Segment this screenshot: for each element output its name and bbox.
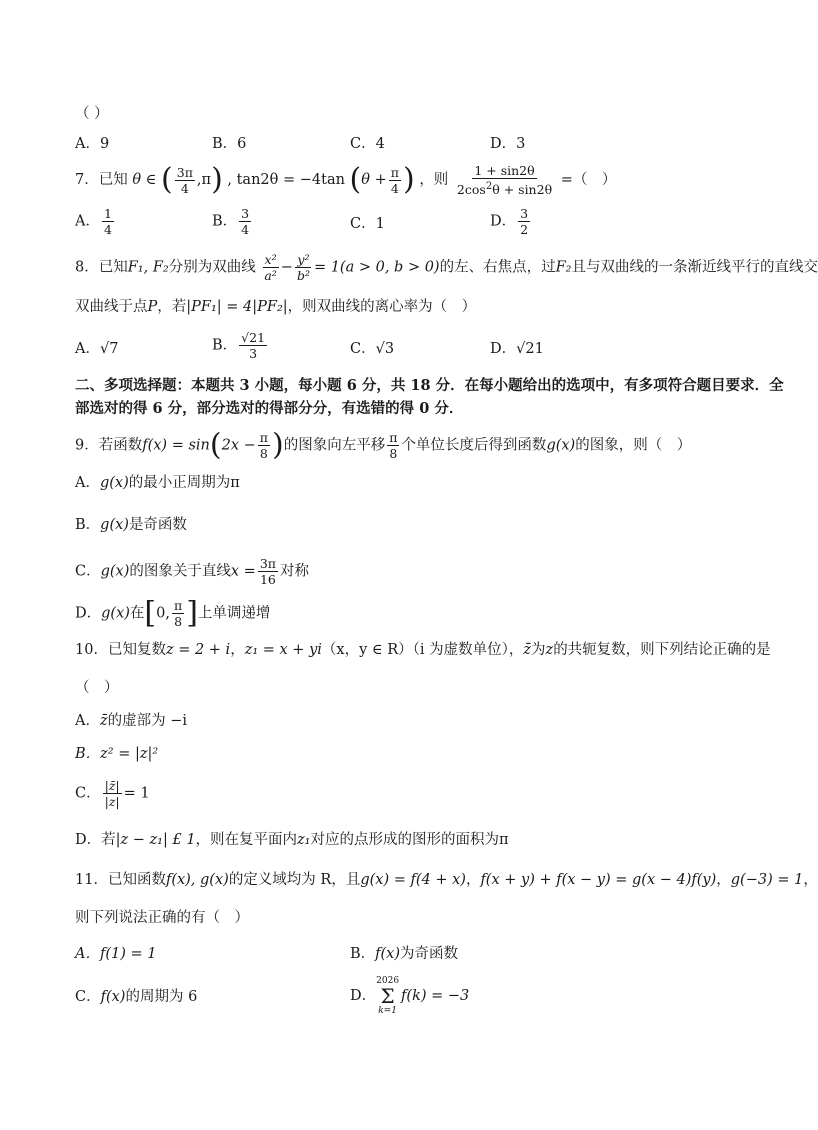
- q8-frac-x2-a2: $\frac{\text{x²}}{\text{a²}}$: [264, 252, 277, 283]
- q11-option-a: A．f(1) = 1: [75, 946, 157, 962]
- q7-paren-close: ): [211, 162, 223, 198]
- q7-option-a: A． $\frac{1}{4}$: [75, 206, 112, 237]
- q8-option-d: D．√21: [490, 341, 544, 357]
- q6-option-d: D．3: [490, 136, 526, 152]
- q7-then: ，则: [419, 172, 449, 189]
- q8-stem-line2: 双曲线于点P，若|PF₁| = 4|PF₂|，则双曲线的离心率为（ ）: [75, 299, 477, 315]
- q11-stem: 11．已知函数f(x), g(x)的定义域均为 R，且g(x) = f(4 + x)，f(x + y) + f(x − y) = g(x − 4)f(y)，g(−3) = 1，: [75, 872, 818, 888]
- q8-option-a: A．√7: [75, 341, 119, 357]
- q8-option-c: C．√3: [350, 341, 395, 357]
- q8-frac-y2-b2: $\frac{\text{y²}}{\text{b²}}$: [296, 252, 310, 283]
- q11-option-d: D． 2026 Σ k=1 f(k) = −3: [350, 976, 470, 1016]
- q9-option-d: D．g(x)在[0, $\frac{\pi}{8}$ ]上单调递增: [75, 595, 271, 631]
- q9-option-a: A．g(x)的最小正周期为π: [75, 475, 240, 491]
- q7-option-c: C．1: [350, 216, 385, 232]
- q8-option-b: B． $\frac{√21}{3}$: [212, 330, 266, 361]
- q10-stem: 10．已知复数z = 2 + i，z₁ = x + yi（x，y ∈ R）（i 为虚数单位），z̄为z的共轭复数，则下列结论正确的是: [75, 642, 771, 658]
- q11-stem-line2: 则下列说法正确的有（ ）: [75, 910, 249, 926]
- q6-option-c: C．4: [350, 136, 385, 152]
- q7-comma-pi: ,π: [196, 172, 212, 189]
- q7-option-b: B． $\frac{3}{4}$: [212, 206, 250, 237]
- q10-option-b: B．z² = |z|²: [75, 746, 159, 762]
- prev-question-paren: （ ）: [75, 106, 109, 122]
- q9-stem: 9．若函数f(x) = sin(2x − $\frac{\pi}{8}$ )的图象向左平移 $\frac{\pi}{8}$ 个单位长度后得到函数g(x)的图象，则（ ）: [75, 427, 692, 463]
- q9-option-b: B．g(x)是奇函数: [75, 517, 187, 533]
- q7-tail: =（ ）: [560, 172, 617, 189]
- q7-ratio: $\frac{1 + \sin 2\theta}{2\cos^2\theta + \sin 2\theta}$: [456, 163, 553, 198]
- summation-symbol: 2026 Σ k=1: [376, 976, 400, 1016]
- q11-option-c: C．f(x)的周期为 6: [75, 989, 198, 1005]
- q10-paren: （ ）: [75, 680, 119, 696]
- q10-option-a: A．z̄的虚部为 −i: [75, 713, 188, 729]
- q7-paren2-close: ): [402, 162, 415, 198]
- q7-paren2-open: (: [349, 162, 362, 198]
- q7-option-d: D． $\frac{3}{2}$: [490, 206, 529, 237]
- section2-heading-line1: 二、多项选择题：本题共 3 小题，每小题 6 分，共 18 分．在每小题给出的选项中，有多项符合题目要求．全: [75, 377, 784, 394]
- q6-option-a: A．9: [75, 136, 110, 152]
- q7-frac-pi-4: $\frac{\pi}{4}$: [390, 164, 399, 196]
- q7-tan-eq: , tan2θ = −4tan: [227, 172, 345, 189]
- q7-theta-in: θ ∈: [132, 172, 157, 189]
- section2-heading-line2: 部选对的得 6 分，部分选对的得部分分，有选错的得 0 分．: [75, 400, 464, 417]
- q10-option-d: D．若|z − z₁| £ 1，则在复平面内z₁对应的点形成的图形的面积为π: [75, 832, 509, 848]
- q7-stem: [75, 163, 616, 197]
- q6-option-b: B．6: [212, 136, 247, 152]
- q8-stem-line1: 8．已知F₁, F₂分别为双曲线 $\frac{\text{x²}}{\text{a²}}$ − $\frac{\text{y²}}{\text{b²}}$ = 1(a > 0, b > 0)的左、右焦点，过F₂且与双曲线的一条渐近线平行的直线交: [75, 252, 818, 283]
- q7-frac-3pi-4: $\frac{3\pi}{4}$: [176, 164, 193, 196]
- q11-option-b: B．f(x)为奇函数: [350, 946, 459, 962]
- q7-prefix: 7．已知: [75, 172, 128, 189]
- q7-paren-open: (: [161, 162, 173, 198]
- q10-option-c: C． $\frac{|z̄|}{|z|}$ = 1: [75, 778, 150, 809]
- q7-theta-plus: θ +: [361, 172, 387, 189]
- q9-option-c: C．g(x)的图象关于直线x = $\frac{3\pi}{16}$ 对称: [75, 556, 309, 587]
